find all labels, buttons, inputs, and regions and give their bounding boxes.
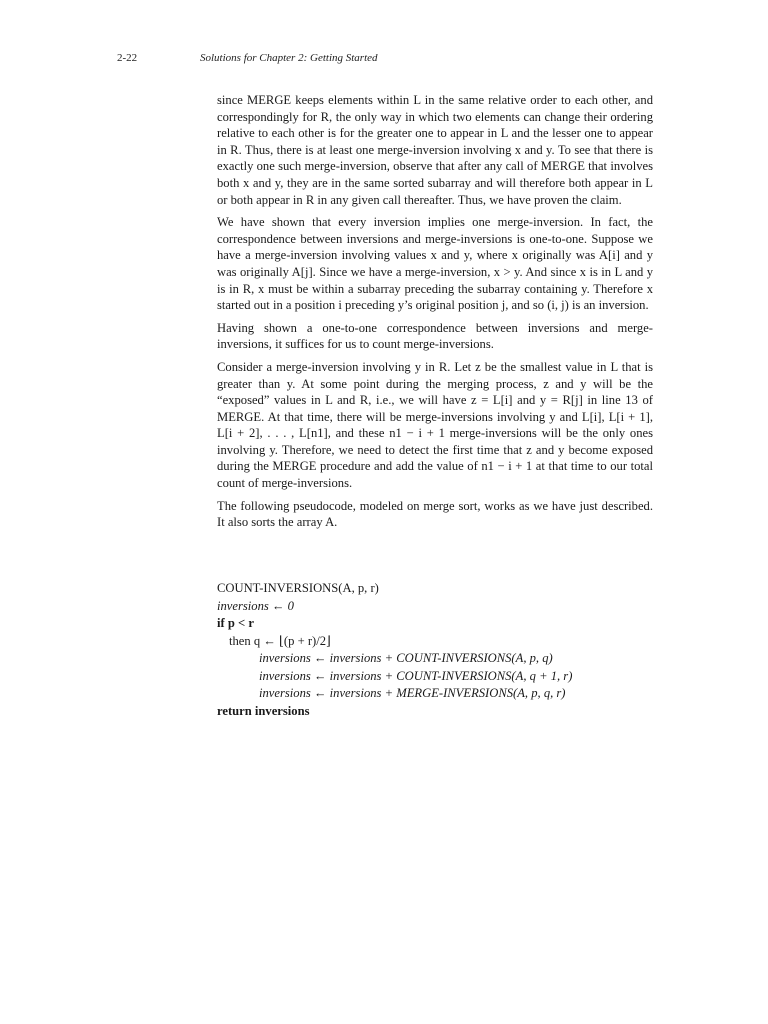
page-number: 2-22 (117, 52, 138, 64)
code-line-8: return inversions (217, 703, 310, 718)
pseudocode-block (217, 580, 653, 720)
code-line-5: inversions ← inversions + COUNT-INVERSIONS(A, p, q) (259, 651, 553, 665)
code-line-6: inversions ← inversions + COUNT-INVERSIONS(A, q + 1, r) (259, 668, 573, 683)
code-line-3: if p < r (217, 616, 254, 630)
paragraph-1: since MERGE keeps elements within L in the same relative order to each other, and correspondingly for R, the only way in which two elements can change their ordering relative to each other is for the greater one to appear in L and the lesser one to appear in R. Thus, there is at least one merge-inversion involving x and y. To see that there is exactly one such merge-inversion, observe that after any call of MERGE that involves both x and y, they are in the same sorted subarray and will therefore both appear in L or both appear in R in any given call thereafter. Thus, we have proven the claim. (217, 93, 653, 207)
code-line-4: then q ← ⌊(p + r)/2⌋ (229, 633, 331, 648)
paragraph-3: Having shown a one-to-one correspondence between inversions and merge-inversions, it suffices for us to count merge-inversions. (217, 320, 653, 352)
code-line-1: COUNT-INVERSIONS(A, p, r) (217, 581, 379, 595)
paragraph-5: The following pseudocode, modeled on merge sort, works as we have just described. It also sorts the array A. (217, 498, 653, 530)
paragraph-4: Consider a merge-inversion involving y in R. Let z be the smallest value in L that is greater than y. At some point during the merging process, z and y will be the “exposed” values in L and R, i.e., we will have z = L[i] and y = R[j] in line 13 of MERGE. At that time, there will be merge-inversions involving y and L[i], L[i + 1], L[i + 2], . . . , L[n1], and these n1 − i + 1 merge-inversions will be the only ones involving y. Therefore, we need to detect the first time that z and y become exposed during the MERGE procedure and add the value of n1 − i + 1 at that time to our total count of merge-inversions. (217, 359, 653, 491)
body-text (217, 92, 653, 537)
code-line-2: inversions ← 0 (217, 598, 294, 613)
paragraph-2: We have shown that every inversion implies one merge-inversion. In fact, the correspondence between inversions and merge-inversions is one-to-one. Suppose we have a merge-inversion involving values x and y, where x originally was A[i] and y was originally A[j]. Since we have a merge-inversion, x > y. And since x is in L and y is in R, x must be within a subarray preceding the subarray containing y. Therefore x started out in a position i preceding y’s original position j, and so (i, j) is an inversion. (217, 215, 653, 313)
chapter-title: Solutions for Chapter 2: Getting Started (200, 52, 378, 64)
code-line-7: inversions ← inversions + MERGE-INVERSIONS(A, p, q, r) (259, 686, 566, 700)
